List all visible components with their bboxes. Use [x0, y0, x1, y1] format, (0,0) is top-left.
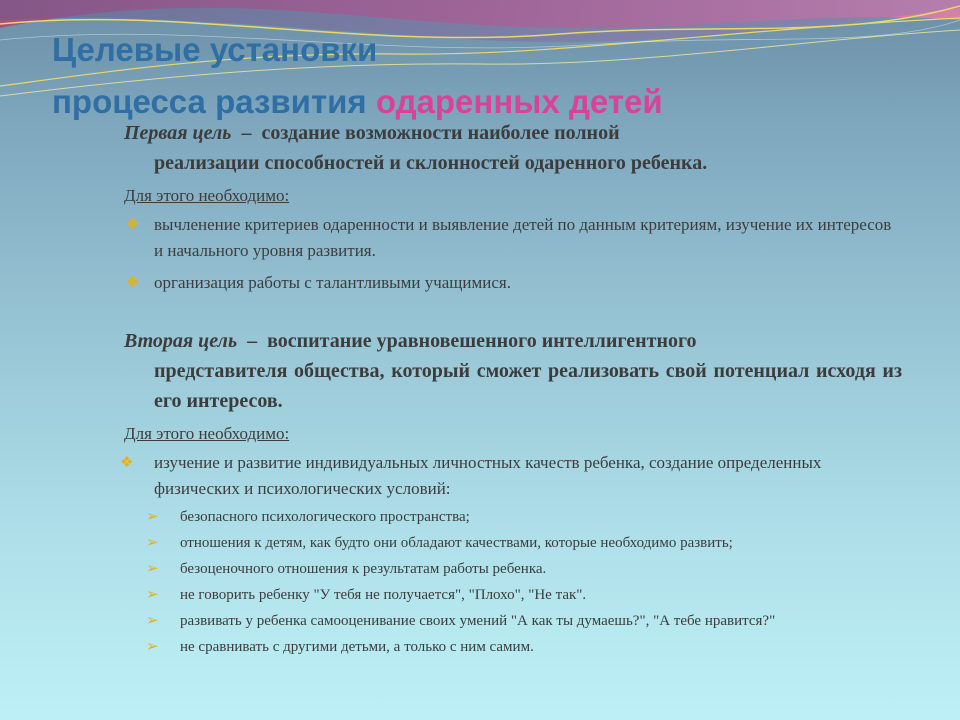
list-item	[120, 450, 902, 502]
arrowhead-bullet-icon: ➢	[146, 535, 159, 551]
goal-2-text-line-2: представителя общества, который сможет реализовать свой потенциал исходя из его интересов.	[154, 360, 902, 412]
goal-1-text-line-2: реализации способностей и склонностей одаренного ребенка.	[154, 152, 708, 174]
title-line-1: Целевые установки	[52, 31, 378, 68]
page-title	[52, 24, 663, 128]
diamond-bullet-icon: ❖	[126, 217, 140, 233]
goal-1-text-line-1: – создание возможности наиболее полной	[231, 122, 620, 144]
sub-bullet-list	[124, 506, 902, 658]
bullet-list-2	[120, 450, 902, 502]
arrowhead-bullet-icon: ➢	[146, 587, 159, 603]
goal-2	[124, 326, 902, 416]
title-accent: одаренных детей	[375, 83, 663, 120]
sub-list-item	[124, 610, 902, 632]
sub-list-item	[124, 558, 902, 580]
bullet-list-1	[124, 212, 902, 296]
goal-2-label: Вторая цель	[124, 330, 238, 352]
arrowhead-bullet-icon: ➢	[146, 561, 159, 577]
sub-list-item	[124, 532, 902, 554]
sub-list-item	[124, 636, 902, 658]
sub-list-item-text: отношения к детям, как будто они обладают качествами, которые необходимо развить;	[180, 535, 733, 551]
sub-list-item-text: не сравнивать с другими детьми, а только с ним самим.	[180, 639, 534, 655]
sub-list-item-text: развивать у ребенка самооценивание своих умений "А как ты думаешь?", "А тебе нравится?"	[180, 613, 776, 629]
sub-list-item-text: не говорить ребенку "У тебя не получается", "Плохо", "Не так".	[180, 587, 587, 603]
goal-1	[124, 118, 902, 178]
list-item	[124, 270, 902, 296]
need-heading-1: Для этого необходимо:	[124, 186, 290, 205]
arrowhead-bullet-icon: ➢	[146, 509, 159, 525]
arrowhead-bullet-icon: ➢	[146, 639, 159, 655]
slide-content	[120, 118, 902, 662]
list-item	[124, 212, 902, 264]
sub-list-item-text: безопасного психологического пространства;	[180, 509, 470, 525]
title-line-2: процесса развития	[52, 83, 376, 120]
diamond-bullet-icon: ❖	[126, 275, 140, 291]
sub-list-item	[124, 506, 902, 528]
diamond-bullet-icon: ❖	[120, 455, 134, 471]
list-item-text: изучение и развитие индивидуальных личностных качеств ребенка, создание определенных физических и психологических условий:	[154, 453, 822, 498]
goal-1-label: Первая цель	[124, 122, 232, 144]
arrowhead-bullet-icon: ➢	[146, 613, 159, 629]
list-item-text: вычленение критериев одаренности и выявление детей по данным критериям, изучение их интересов и начального уровня развития.	[154, 215, 892, 260]
sub-list-item	[124, 584, 902, 606]
goal-2-text-line-1: – воспитание уравновешенного интеллигентного	[237, 330, 697, 352]
sub-list-item-text: безоценочного отношения к результатам работы ребенка.	[180, 561, 547, 577]
list-item-text: организация работы с талантливыми учащимися.	[154, 273, 511, 292]
need-heading-2: Для этого необходимо:	[124, 424, 290, 443]
